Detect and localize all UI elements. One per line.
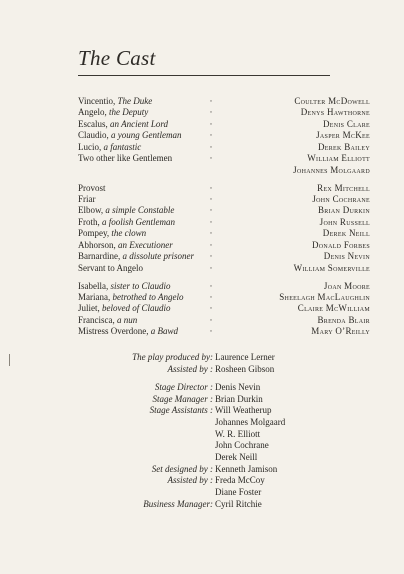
cast-row: [78, 314, 370, 326]
character-description: an Ancient Lord: [110, 118, 168, 129]
character-name: Juliet,: [78, 303, 100, 314]
cast-row: [78, 182, 370, 194]
credit-person: Brian Durkin: [215, 393, 263, 404]
leader-dot: ·: [209, 228, 213, 239]
leader-dot: ·: [209, 314, 213, 325]
credit-role: Stage Assistants :: [149, 405, 213, 416]
leader-dot: ·: [209, 292, 213, 302]
character-role: [78, 281, 171, 292]
leader-dot: ·: [209, 96, 213, 106]
actor-name: Donald Forbes: [312, 239, 370, 250]
actor-name: Sheelagh MacLaughlin: [279, 292, 370, 302]
character-description: the clown: [111, 228, 147, 239]
character-role: [78, 205, 174, 216]
credit-person: Freda McCoy: [215, 475, 265, 486]
leader-dot: ·: [209, 326, 213, 337]
character-description: a fantastic: [103, 141, 142, 152]
character-name: Two other like Gentlemen: [78, 153, 173, 164]
actor-name: John Russell: [319, 216, 370, 227]
leader-dot: ·: [209, 118, 213, 129]
actor-name: Derek Bailey: [317, 141, 370, 152]
leader-dot: ·: [209, 262, 213, 273]
character-role: [78, 194, 96, 205]
credit-role: Stage Manager :: [152, 393, 213, 404]
character-name: Lucio,: [78, 141, 102, 152]
credit-person: Cyril Ritchie: [215, 498, 262, 509]
cast-row: [78, 194, 370, 205]
character-description: an Executioner: [118, 239, 173, 250]
actor-name: Brian Durkin: [317, 205, 370, 216]
credit-row: [0, 382, 404, 394]
actor-name: Joan Moore: [323, 280, 370, 291]
character-role: [78, 96, 152, 107]
cast-row: [78, 239, 370, 251]
character-description: beloved of Claudio: [102, 303, 171, 314]
character-name: Isabella,: [78, 280, 109, 291]
character-role: [78, 251, 194, 262]
cast-row: [78, 107, 370, 118]
cast-row: [78, 153, 370, 164]
actor-name: Denis Nevin: [323, 251, 370, 262]
cast-row: [78, 216, 370, 228]
character-name: Angelo,: [78, 107, 107, 118]
actor-name: Coulter McDowell: [294, 96, 370, 106]
cast-row: [78, 262, 370, 274]
actor-name: William Elliott: [307, 153, 370, 164]
character-role: [78, 303, 171, 314]
cast-row: [78, 130, 370, 141]
actor-name: Brenda Blair: [317, 314, 370, 325]
actor-name: Claire McWilliam: [297, 303, 370, 314]
character-description: a Bawd: [150, 326, 179, 337]
credit-person: Derek Neill: [215, 452, 258, 462]
character-name: Claudio,: [78, 130, 109, 141]
actor-name: Rex Mitchell: [317, 182, 370, 193]
credit-person: Johannes Molgaard: [215, 416, 286, 427]
leader-dot: ·: [209, 216, 213, 227]
character-name: Froth,: [78, 216, 100, 227]
actor-name: Denys Hawthorne: [300, 107, 370, 118]
cast-row: [78, 251, 370, 262]
character-name: Escalus,: [78, 118, 108, 129]
credit-role: Stage Director :: [154, 381, 213, 392]
character-role: [78, 240, 173, 251]
character-description: a nun: [116, 314, 138, 325]
leader-dot: ·: [209, 107, 213, 118]
character-name: Vincentio,: [78, 96, 116, 106]
character-name: Elbow,: [78, 205, 104, 216]
character-name: Francisca,: [78, 314, 115, 325]
character-name: Pompey,: [78, 228, 110, 239]
leader-dot: ·: [209, 182, 213, 193]
character-name: Friar: [78, 194, 96, 204]
character-description: the Deputy: [109, 107, 149, 118]
credit-person: Rosheen Gibson: [215, 363, 275, 374]
cast-row: [78, 96, 370, 107]
cast-row: [78, 292, 370, 303]
actor-name: Denis Clare: [322, 118, 370, 129]
actor-name: Derek Neill: [322, 228, 370, 239]
leader-dot: ·: [209, 130, 213, 141]
character-name: Mariana,: [78, 292, 111, 302]
credit-row: [0, 364, 404, 376]
credit-person: John Cochrane: [215, 440, 269, 451]
credit-row: [0, 405, 404, 417]
character-role: [78, 228, 146, 239]
actor-name: John Cochrane: [312, 194, 370, 204]
credit-person: Diane Foster: [215, 487, 262, 498]
character-role: [78, 183, 106, 194]
page-title: The Cast: [78, 46, 156, 70]
credit-role: Assisted by :: [167, 475, 213, 486]
leader-dot: ·: [209, 141, 213, 152]
character-description: sister to Claudio: [110, 280, 171, 291]
leader-dot: ·: [209, 251, 213, 262]
credit-role: Business Manager:: [143, 498, 213, 509]
character-role: [78, 292, 183, 303]
character-role: [78, 217, 175, 228]
cast-row: [78, 141, 370, 153]
credit-role: Set designed by :: [151, 463, 213, 474]
credit-row: [0, 487, 404, 499]
character-role: [78, 315, 137, 326]
cast-list: [78, 96, 370, 338]
credit-row: [0, 452, 404, 464]
credit-role: The play produced by:: [132, 352, 213, 362]
cast-row: [78, 205, 370, 216]
credit-row: [0, 499, 404, 511]
character-description: betrothed to Angelo: [112, 292, 184, 302]
character-name: Servant to Angelo: [78, 262, 143, 273]
credit-row: [0, 440, 404, 452]
leader-dot: ·: [209, 239, 213, 250]
actor-name: William Somerville: [293, 262, 370, 273]
character-role: [78, 263, 143, 274]
credit-row: [0, 417, 404, 429]
credit-role: Assisted by :: [167, 363, 213, 374]
character-role: [78, 326, 178, 337]
actor-name: Jasper McKee: [316, 130, 370, 141]
leader-dot: ·: [209, 153, 213, 164]
cast-row: [78, 326, 370, 337]
leader-dot: ·: [209, 280, 213, 291]
credit-person: Kenneth Jamison: [215, 463, 278, 474]
actor-name: Mary O’Reilly: [311, 326, 370, 337]
character-description: The Duke: [117, 96, 153, 106]
cast-row: [78, 280, 370, 292]
character-description: a young Gentleman: [111, 130, 182, 141]
character-name: Abhorson,: [78, 239, 116, 250]
character-role: [78, 119, 168, 130]
character-description: a simple Constable: [105, 205, 175, 216]
character-role: [78, 142, 141, 153]
character-role: [78, 130, 181, 141]
credit-person: Laurence Lerner: [215, 352, 275, 362]
character-name: Mistress Overdone,: [78, 326, 149, 337]
leader-dot: ·: [209, 205, 213, 216]
cast-row: [78, 118, 370, 130]
character-description: a dissolute prisoner: [122, 251, 194, 262]
character-role: [78, 107, 148, 118]
leader-dot: ·: [209, 194, 213, 204]
credit-row: [0, 394, 404, 406]
cast-row: [78, 303, 370, 314]
credit-row: [0, 429, 404, 441]
actor-name: Johannes Molgaard: [293, 164, 370, 175]
character-description: a foolish Gentleman: [102, 216, 176, 227]
credit-person: Denis Nevin: [215, 381, 261, 392]
character-name: Barnardine,: [78, 251, 121, 262]
credit-person: Will Weatherup: [215, 405, 272, 416]
credit-person: W. R. Elliott: [215, 428, 261, 439]
character-role: [78, 153, 172, 164]
production-credits: [0, 352, 404, 510]
credit-row: [0, 464, 404, 476]
title-rule: [78, 75, 330, 76]
character-name: Provost: [78, 182, 106, 193]
cast-row: [78, 164, 370, 176]
credit-row: [0, 475, 404, 487]
credit-row: [0, 352, 404, 364]
leader-dot: ·: [209, 303, 213, 314]
cast-row: [78, 228, 370, 239]
